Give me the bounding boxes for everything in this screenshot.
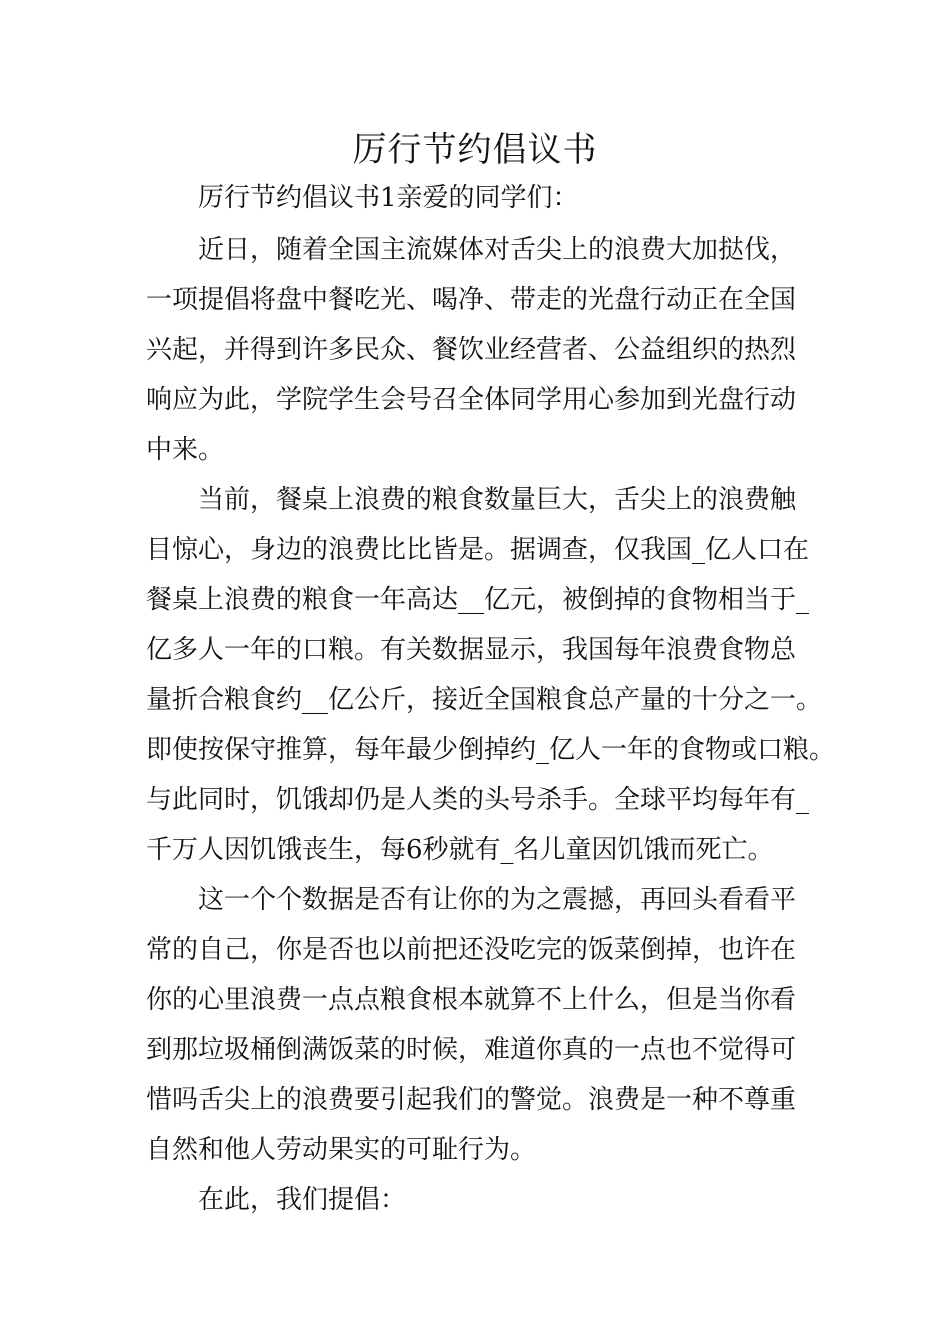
text-line: 千万人因饥饿丧生，每6秒就有_名儿童因饥饿而死亡。	[146, 835, 774, 865]
text-line: 与此同时，饥饿却仍是人类的头号杀手。全球平均每年有_	[146, 785, 810, 815]
text-line: 在此，我们提倡：	[198, 1185, 407, 1215]
text-line: 兴起，并得到许多民众、餐饮业经营者、公益组织的热烈	[146, 335, 797, 365]
text-line: 你的心里浪费一点点粮食根本就算不上什么，但是当你看	[146, 985, 797, 1015]
text-line: 近日，随着全国主流媒体对舌尖上的浪费大加挞伐，	[198, 235, 797, 265]
text-line: 亿多人一年的口粮。有关数据显示，我国每年浪费食物总	[146, 635, 797, 665]
text-line: 一项提倡将盘中餐吃光、喝净、带走的光盘行动正在全国	[146, 285, 797, 315]
text-line: 量折合粮食约__亿公斤，接近全国粮食总产量的十分之一。	[146, 685, 823, 715]
text-line: 当前，餐桌上浪费的粮食数量巨大，舌尖上的浪费触	[198, 485, 797, 515]
text-line: 惜吗舌尖上的浪费要引起我们的警觉。浪费是一种不尊重	[146, 1085, 797, 1115]
text-line: 即使按保守推算，每年最少倒掉约_亿人一年的食物或口粮。	[146, 735, 836, 765]
document-title: 厉行节约倡议书	[352, 130, 598, 170]
text-line: 目惊心，身边的浪费比比皆是。据调查，仅我国_亿人口在	[146, 535, 810, 565]
text-line: 餐桌上浪费的粮食一年高达__亿元，被倒掉的食物相当于_	[146, 585, 810, 615]
text-line: 中来。	[146, 435, 225, 465]
text-line: 厉行节约倡议书1亲爱的同学们：	[198, 183, 579, 213]
text-line: 常的自己，你是否也以前把还没吃完的饭菜倒掉，也许在	[146, 935, 797, 965]
text-line: 这一个个数据是否有让你的为之震撼，再回头看看平	[198, 885, 797, 915]
text-line: 到那垃圾桶倒满饭菜的时候，难道你真的一点也不觉得可	[146, 1035, 797, 1065]
text-line: 响应为此，学院学生会号召全体同学用心参加到光盘行动	[146, 385, 797, 415]
text-line: 自然和他人劳动果实的可耻行为。	[146, 1135, 537, 1165]
